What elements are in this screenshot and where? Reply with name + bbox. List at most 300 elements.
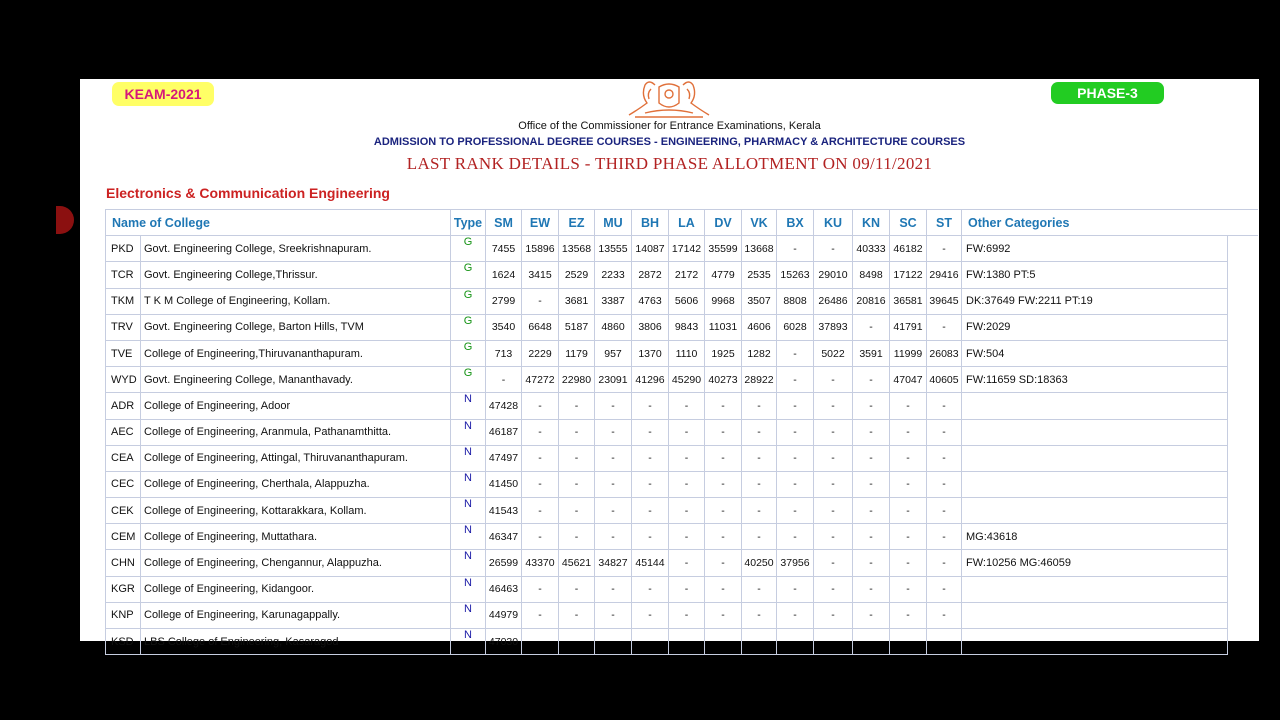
other-categories-cell: [962, 445, 1228, 471]
blank-cell: [1228, 498, 1258, 524]
rank-cell: 1925: [705, 340, 742, 366]
other-categories-cell: [962, 393, 1228, 419]
rank-cell: 14087: [632, 236, 669, 262]
col-name-of-college: Name of College: [106, 210, 451, 236]
rank-cell: 1179: [559, 340, 595, 366]
rank-cell: -: [853, 314, 890, 340]
rank-cell: 40273: [705, 367, 742, 393]
college-type: N: [451, 498, 486, 524]
rank-cell: -: [669, 498, 705, 524]
rank-cell: [853, 629, 890, 655]
college-code: CEM: [106, 524, 141, 550]
rank-cell: 3540: [486, 314, 522, 340]
rank-cell: -: [927, 419, 962, 445]
rank-cell: 1370: [632, 340, 669, 366]
rank-cell: 3507: [742, 288, 777, 314]
blank-cell: [1228, 262, 1258, 288]
table-row: [106, 524, 1258, 550]
rank-cell: 2872: [632, 262, 669, 288]
college-name: College of Engineering, Cherthala, Alappuzha.: [141, 471, 451, 497]
rank-cell: -: [927, 236, 962, 262]
rank-cell: -: [927, 471, 962, 497]
rank-cell: -: [669, 419, 705, 445]
rank-cell: -: [927, 393, 962, 419]
table-row: [106, 471, 1258, 497]
col-ez: EZ: [559, 210, 595, 236]
rank-cell: -: [632, 576, 669, 602]
kerala-emblem-icon: [625, 79, 713, 121]
rank-cell: -: [632, 445, 669, 471]
rank-cell: 957: [595, 340, 632, 366]
rank-cell: -: [595, 524, 632, 550]
document-page: [80, 79, 1259, 648]
rank-cell: -: [705, 393, 742, 419]
col-sc: SC: [890, 210, 927, 236]
table-row: [106, 340, 1258, 366]
rank-cell: -: [522, 576, 559, 602]
blank-cell: [1228, 629, 1258, 655]
rank-cell: 22980: [559, 367, 595, 393]
rank-cell: -: [814, 471, 853, 497]
rank-cell: 4860: [595, 314, 632, 340]
rank-cell: 1110: [669, 340, 705, 366]
other-categories-cell: FW:6992: [962, 236, 1228, 262]
college-name: College of Engineering, Karunagappally.: [141, 602, 451, 628]
other-categories-cell: FW:10256 MG:46059: [962, 550, 1228, 576]
rank-cell: -: [814, 236, 853, 262]
rank-cell: -: [890, 524, 927, 550]
rank-cell: 45290: [669, 367, 705, 393]
other-categories-cell: FW:11659 SD:18363: [962, 367, 1228, 393]
rank-cell: -: [814, 498, 853, 524]
rank-cell: 4779: [705, 262, 742, 288]
college-type: N: [451, 393, 486, 419]
rank-cell: -: [632, 602, 669, 628]
rank-cell: -: [777, 236, 814, 262]
rank-cell: -: [559, 393, 595, 419]
rank-cell: -: [595, 602, 632, 628]
blank-cell: [1228, 419, 1258, 445]
rank-cell: 41450: [486, 471, 522, 497]
college-name: College of Engineering, Kidangoor.: [141, 576, 451, 602]
rank-cell: -: [777, 445, 814, 471]
rank-cell: -: [890, 498, 927, 524]
rank-cell: 37956: [777, 550, 814, 576]
rank-cell: 6648: [522, 314, 559, 340]
rank-cell: 45144: [632, 550, 669, 576]
rank-cell: 7455: [486, 236, 522, 262]
rank-cell: -: [522, 471, 559, 497]
rank-cell: -: [777, 367, 814, 393]
rank-cell: -: [595, 471, 632, 497]
college-code: CEA: [106, 445, 141, 471]
col-mu: MU: [595, 210, 632, 236]
rank-cell: [814, 629, 853, 655]
rank-cell: -: [777, 602, 814, 628]
blank-cell: [1228, 288, 1258, 314]
rank-cell: -: [669, 524, 705, 550]
college-type: N: [451, 524, 486, 550]
blank-cell: [1228, 314, 1258, 340]
rank-cell: 47497: [486, 445, 522, 471]
rank-cell: -: [853, 367, 890, 393]
keam-badge: KEAM-2021: [112, 82, 214, 106]
rank-cell: 713: [486, 340, 522, 366]
rank-cell: 2233: [595, 262, 632, 288]
rank-cell: -: [927, 314, 962, 340]
blank-cell: [1228, 236, 1258, 262]
rank-cell: -: [669, 445, 705, 471]
rank-cell: -: [927, 445, 962, 471]
rank-cell: 13555: [595, 236, 632, 262]
college-code: TKM: [106, 288, 141, 314]
rank-cell: -: [853, 419, 890, 445]
rank-cell: -: [669, 550, 705, 576]
rank-cell: -: [632, 393, 669, 419]
table-row: [106, 602, 1258, 628]
rank-cell: 28922: [742, 367, 777, 393]
rank-cell: [559, 629, 595, 655]
rank-cell: 1282: [742, 340, 777, 366]
rank-cell: -: [522, 602, 559, 628]
rank-cell: -: [669, 602, 705, 628]
rank-cell: -: [595, 498, 632, 524]
rank-cell: 8808: [777, 288, 814, 314]
rank-cell: -: [890, 445, 927, 471]
college-type: N: [451, 445, 486, 471]
college-code: TCR: [106, 262, 141, 288]
other-categories-cell: DK:37649 FW:2211 PT:19: [962, 288, 1228, 314]
rank-cell: 13568: [559, 236, 595, 262]
rank-cell: -: [853, 471, 890, 497]
rank-cell: 8498: [853, 262, 890, 288]
college-code: WYD: [106, 367, 141, 393]
rank-cell: -: [669, 576, 705, 602]
rank-cell: 46347: [486, 524, 522, 550]
rank-cell: -: [632, 524, 669, 550]
blank-cell: [1228, 393, 1258, 419]
rank-cell: -: [559, 602, 595, 628]
rank-cell: 4763: [632, 288, 669, 314]
college-type: N: [451, 471, 486, 497]
college-name: College of Engineering, Kottarakkara, Kollam.: [141, 498, 451, 524]
rank-cell: 39645: [927, 288, 962, 314]
rank-cell: -: [742, 445, 777, 471]
col-st: ST: [927, 210, 962, 236]
college-type: G: [451, 314, 486, 340]
rank-cell: -: [890, 602, 927, 628]
rank-cell: 46182: [890, 236, 927, 262]
rank-cell: [705, 629, 742, 655]
rank-cell: -: [927, 550, 962, 576]
table-header-row: [106, 210, 1258, 236]
rank-cell: 3415: [522, 262, 559, 288]
rank-cell: -: [705, 550, 742, 576]
rank-cell: 15263: [777, 262, 814, 288]
rank-cell: -: [595, 393, 632, 419]
phase-badge: PHASE-3: [1051, 82, 1164, 104]
college-type: G: [451, 288, 486, 314]
blank-cell: [1228, 550, 1258, 576]
rank-cell: 20816: [853, 288, 890, 314]
rank-cell: 41296: [632, 367, 669, 393]
college-name: College of Engineering, Attingal, Thiruvananthapuram.: [141, 445, 451, 471]
rank-cell: -: [522, 524, 559, 550]
rank-cell: -: [669, 393, 705, 419]
rank-cell: 47272: [522, 367, 559, 393]
college-code: TVE: [106, 340, 141, 366]
col-bh: BH: [632, 210, 669, 236]
rank-cell: 26486: [814, 288, 853, 314]
rank-cell: -: [705, 419, 742, 445]
rank-cell: 41543: [486, 498, 522, 524]
college-type: N: [451, 419, 486, 445]
rank-cell: -: [742, 419, 777, 445]
table-row: [106, 445, 1258, 471]
rank-cell: -: [705, 602, 742, 628]
table-row: [106, 498, 1258, 524]
table-row: [106, 288, 1258, 314]
table-row: [106, 314, 1258, 340]
rank-cell: -: [742, 602, 777, 628]
col-bx: BX: [777, 210, 814, 236]
col-ku: KU: [814, 210, 853, 236]
rank-cell: -: [853, 445, 890, 471]
table-row: [106, 550, 1258, 576]
rank-cell: 34827: [595, 550, 632, 576]
rank-cell: -: [853, 393, 890, 419]
rank-cell: 9968: [705, 288, 742, 314]
rank-cell: [669, 629, 705, 655]
table-row: [106, 367, 1258, 393]
rank-cell: -: [777, 419, 814, 445]
rank-cell: -: [486, 367, 522, 393]
college-name: Govt. Engineering College, Sreekrishnapuram.: [141, 236, 451, 262]
blank-cell: [1228, 602, 1258, 628]
rank-cell: -: [814, 419, 853, 445]
other-categories-cell: MG:43618: [962, 524, 1228, 550]
blank-cell: [1228, 445, 1258, 471]
table-row: [106, 236, 1258, 262]
rank-cell: 1624: [486, 262, 522, 288]
rank-cell: 37893: [814, 314, 853, 340]
college-name: Govt. Engineering College, Barton Hills, TVM: [141, 314, 451, 340]
rank-cell: -: [595, 576, 632, 602]
rank-cell: -: [927, 576, 962, 602]
rank-cell: 5606: [669, 288, 705, 314]
rank-cell: 17122: [890, 262, 927, 288]
rank-cell: -: [777, 393, 814, 419]
college-name: Govt. Engineering College, Mananthavady.: [141, 367, 451, 393]
college-type: N: [451, 602, 486, 628]
college-code: AEC: [106, 419, 141, 445]
rank-cell: -: [777, 340, 814, 366]
rank-cell: 2535: [742, 262, 777, 288]
blank-cell: [1228, 340, 1258, 366]
rank-cell: -: [814, 576, 853, 602]
col-la: LA: [669, 210, 705, 236]
rank-cell: -: [705, 498, 742, 524]
table-row: [106, 419, 1258, 445]
rank-cell: 3806: [632, 314, 669, 340]
rank-cell: 11031: [705, 314, 742, 340]
rank-cell: -: [522, 419, 559, 445]
rank-cell: 3387: [595, 288, 632, 314]
rank-cell: -: [853, 602, 890, 628]
rank-cell: 3591: [853, 340, 890, 366]
college-name: LBS College of Engineering, Kasaragod: [141, 629, 451, 655]
rank-cell: -: [632, 471, 669, 497]
rank-cell: -: [927, 498, 962, 524]
college-name: College of Engineering,Thiruvananthapuram.: [141, 340, 451, 366]
rank-cell: -: [890, 471, 927, 497]
rank-cell: -: [559, 576, 595, 602]
rank-cell: 9843: [669, 314, 705, 340]
other-categories-cell: [962, 602, 1228, 628]
rank-cell: 47428: [486, 393, 522, 419]
rank-cell: -: [814, 393, 853, 419]
college-code: ADR: [106, 393, 141, 419]
rank-cell: 4606: [742, 314, 777, 340]
rank-cell: -: [595, 419, 632, 445]
rank-cell: -: [814, 524, 853, 550]
rank-cell: [595, 629, 632, 655]
rank-cell: -: [669, 471, 705, 497]
rank-cell: 45621: [559, 550, 595, 576]
other-categories-cell: [962, 471, 1228, 497]
college-code: CHN: [106, 550, 141, 576]
rank-cell: -: [814, 445, 853, 471]
rank-cell: -: [890, 393, 927, 419]
rank-table: [105, 209, 1258, 655]
last-rank-title: LAST RANK DETAILS - THIRD PHASE ALLOTMENT ON 09/11/2021: [406, 154, 933, 173]
college-code: TRV: [106, 314, 141, 340]
table-row: [106, 393, 1258, 419]
rank-cell: 6028: [777, 314, 814, 340]
blank-cell: [1228, 524, 1258, 550]
rank-cell: -: [632, 419, 669, 445]
rank-cell: 40605: [927, 367, 962, 393]
rank-cell: 43370: [522, 550, 559, 576]
other-categories-cell: [962, 498, 1228, 524]
college-code: KGR: [106, 576, 141, 602]
rank-cell: 40250: [742, 550, 777, 576]
college-code: CEK: [106, 498, 141, 524]
rank-cell: -: [742, 524, 777, 550]
college-type: G: [451, 367, 486, 393]
rank-cell: [522, 629, 559, 655]
rank-cell: -: [742, 498, 777, 524]
rank-cell: 46187: [486, 419, 522, 445]
college-type: G: [451, 236, 486, 262]
col-type: Type: [451, 210, 486, 236]
college-code: KSD: [106, 629, 141, 655]
college-name: College of Engineering, Chengannur, Alappuzha.: [141, 550, 451, 576]
table-row: [106, 576, 1258, 602]
rank-cell: -: [927, 524, 962, 550]
college-type: N: [451, 550, 486, 576]
rank-cell: 47030: [486, 629, 522, 655]
rank-cell: -: [890, 576, 927, 602]
rank-cell: 11999: [890, 340, 927, 366]
rank-cell: -: [559, 445, 595, 471]
college-name: Govt. Engineering College,Thrissur.: [141, 262, 451, 288]
rank-cell: -: [853, 498, 890, 524]
office-line: Office of the Commissioner for Entrance Examinations, Kerala: [518, 120, 821, 132]
rank-cell: -: [705, 445, 742, 471]
rank-cell: 46463: [486, 576, 522, 602]
rank-cell: 26083: [927, 340, 962, 366]
rank-cell: [927, 629, 962, 655]
col-other-categories: Other Categories: [962, 210, 1258, 236]
rank-cell: 36581: [890, 288, 927, 314]
college-type: N: [451, 629, 486, 655]
blank-cell: [1228, 576, 1258, 602]
rank-cell: -: [777, 576, 814, 602]
table-row: [106, 262, 1258, 288]
college-name: College of Engineering, Muttathara.: [141, 524, 451, 550]
table-row: [106, 629, 1258, 655]
college-type: G: [451, 262, 486, 288]
college-type: G: [451, 340, 486, 366]
college-name: T K M College of Engineering, Kollam.: [141, 288, 451, 314]
rank-cell: -: [814, 367, 853, 393]
rank-cell: 2229: [522, 340, 559, 366]
rank-cell: -: [853, 550, 890, 576]
rank-cell: -: [632, 498, 669, 524]
rank-cell: -: [705, 471, 742, 497]
col-ew: EW: [522, 210, 559, 236]
rank-cell: -: [559, 471, 595, 497]
col-dv: DV: [705, 210, 742, 236]
rank-cell: -: [777, 471, 814, 497]
rank-cell: 15896: [522, 236, 559, 262]
rank-cell: -: [705, 524, 742, 550]
other-categories-cell: [962, 576, 1228, 602]
rank-cell: 5022: [814, 340, 853, 366]
rank-cell: -: [559, 498, 595, 524]
rank-cell: 2799: [486, 288, 522, 314]
rank-cell: [777, 629, 814, 655]
rank-cell: -: [522, 393, 559, 419]
rank-cell: 41791: [890, 314, 927, 340]
rank-cell: -: [777, 524, 814, 550]
college-name: College of Engineering, Adoor: [141, 393, 451, 419]
rank-cell: -: [522, 445, 559, 471]
rank-cell: 3681: [559, 288, 595, 314]
rank-cell: 5187: [559, 314, 595, 340]
blank-cell: [1228, 471, 1258, 497]
rank-cell: -: [559, 419, 595, 445]
rank-cell: -: [777, 498, 814, 524]
rank-cell: -: [705, 576, 742, 602]
other-categories-cell: FW:1380 PT:5: [962, 262, 1228, 288]
other-categories-cell: [962, 629, 1228, 655]
rank-cell: -: [814, 550, 853, 576]
rank-cell: [632, 629, 669, 655]
rank-cell: 35599: [705, 236, 742, 262]
col-vk: VK: [742, 210, 777, 236]
other-categories-cell: FW:504: [962, 340, 1228, 366]
rank-cell: -: [522, 288, 559, 314]
rank-cell: 47047: [890, 367, 927, 393]
rank-cell: -: [853, 576, 890, 602]
rank-cell: -: [522, 498, 559, 524]
rank-cell: -: [742, 576, 777, 602]
admission-line: ADMISSION TO PROFESSIONAL DEGREE COURSES - ENGINEERING, PHARMACY & ARCHITECTURE COURSES: [373, 136, 966, 148]
rank-cell: 44979: [486, 602, 522, 628]
rank-cell: 2529: [559, 262, 595, 288]
